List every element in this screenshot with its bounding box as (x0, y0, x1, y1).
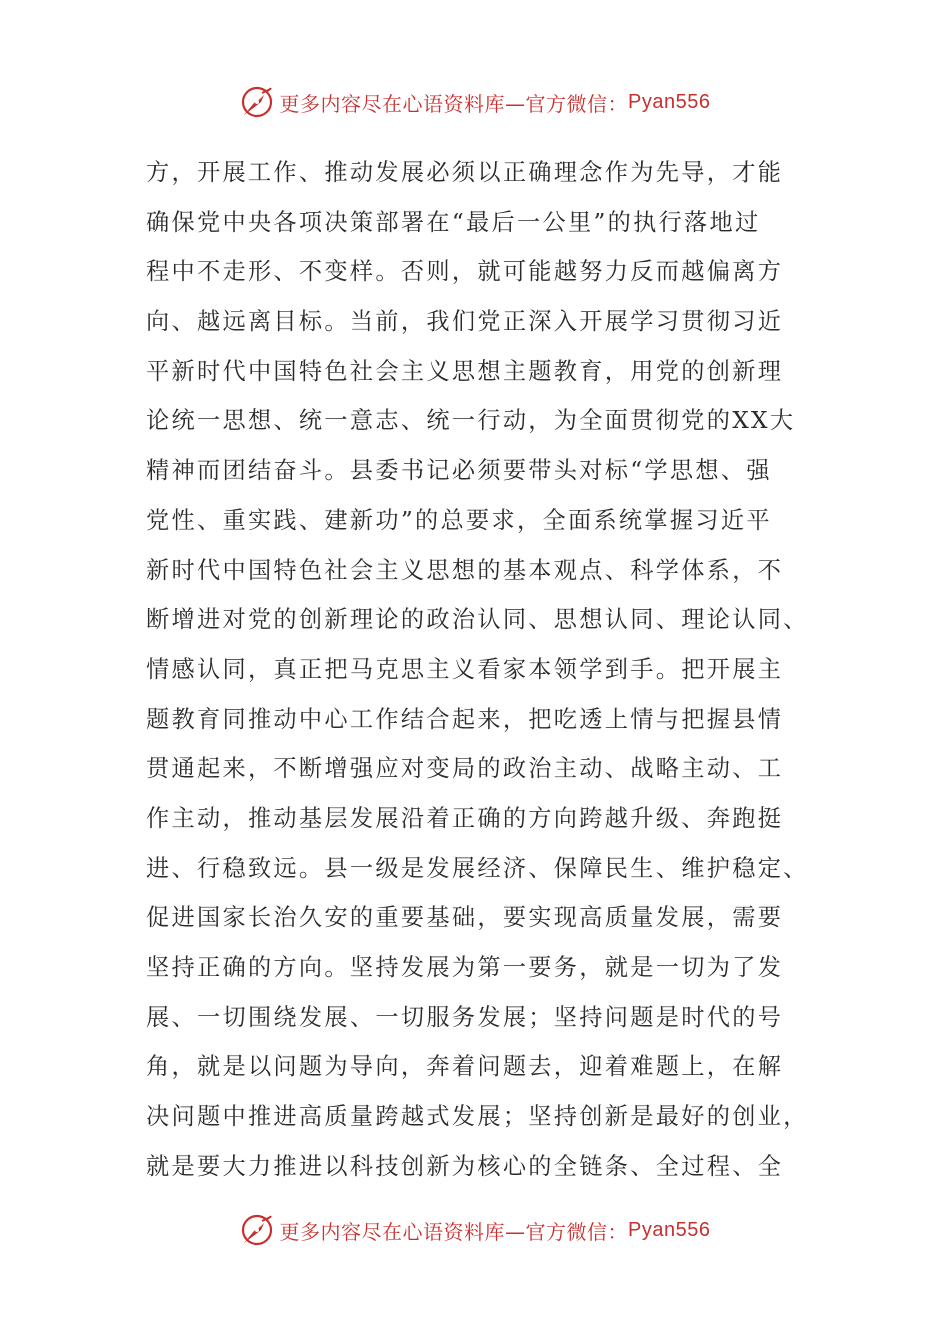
text-line: 精神而团结奋斗。县委书记必须要带头对标“学思想、强 (146, 457, 772, 485)
pen-nib-logo-icon (240, 85, 274, 119)
text-line: 作主动，推动基层发展沿着正确的方向跨越升级、奔跑挺 (146, 804, 784, 832)
text-line: 决问题中推进高质量跨越式发展；坚持创新是最好的创业， (146, 1103, 809, 1131)
document-body (146, 148, 809, 1191)
footer-wechat-account: Pyan556 (628, 1218, 711, 1241)
header-banner-text: 更多内容尽在心语资料库—官方微信： (279, 91, 629, 116)
text-line: 论统一思想、统一意志、统一行动，为全面贯彻党的XX大 (146, 407, 796, 435)
text-line: 断增进对党的创新理论的政治认同、思想认同、理论认同、 (146, 606, 809, 634)
text-line: 坚持正确的方向。坚持发展为第一要务，就是一切为了发 (146, 954, 784, 981)
text-line: 就是要大力推进以科技创新为核心的全链条、全过程、全 (146, 1152, 784, 1180)
text-line: 程中不走形、不变样。否则，就可能越努力反而越偏离方 (146, 258, 784, 286)
text-line: 角，就是以问题为导向，奔着问题去，迎着难题上，在解 (146, 1053, 784, 1081)
text-line: 情感认同，真正把马克思主义看家本领学到手。把开展主 (146, 655, 784, 683)
text-line: 确保党中央各项决策部署在“最后一公里”的执行落地过 (146, 208, 761, 236)
text-line: 展、一切围绕发展、一切服务发展；坚持问题是时代的号 (146, 1003, 784, 1031)
text-line: 平新时代中国特色社会主义思想主题教育，用党的创新理 (146, 357, 784, 385)
footer-banner-text: 更多内容尽在心语资料库—官方微信： (279, 1219, 629, 1244)
pen-nib-logo-icon (240, 1213, 274, 1247)
text-line: 促进国家长治久安的重要基础，要实现高质量发展，需要 (146, 904, 784, 932)
text-line: 向、越远离目标。当前，我们党正深入开展学习贯彻习近 (146, 308, 784, 336)
header-wechat-account: Pyan556 (628, 90, 711, 113)
text-line: 进、行稳致远。县一级是发展经济、保障民生、维护稳定、 (146, 854, 809, 882)
text-line: 党性、重实践、建新功”的总要求，全面系统掌握习近平 (146, 506, 772, 534)
header-banner (0, 80, 950, 124)
text-line: 方，开展工作、推动发展必须以正确理念作为先导，才能 (146, 159, 784, 186)
text-line: 题教育同推动中心工作结合起来，把吃透上情与把握县情 (146, 705, 784, 733)
text-line: 新时代中国特色社会主义思想的基本观点、科学体系，不 (146, 556, 784, 584)
text-line: 贯通起来，不断增强应对变局的政治主动、战略主动、工 (146, 755, 784, 783)
footer-banner (0, 1208, 950, 1252)
